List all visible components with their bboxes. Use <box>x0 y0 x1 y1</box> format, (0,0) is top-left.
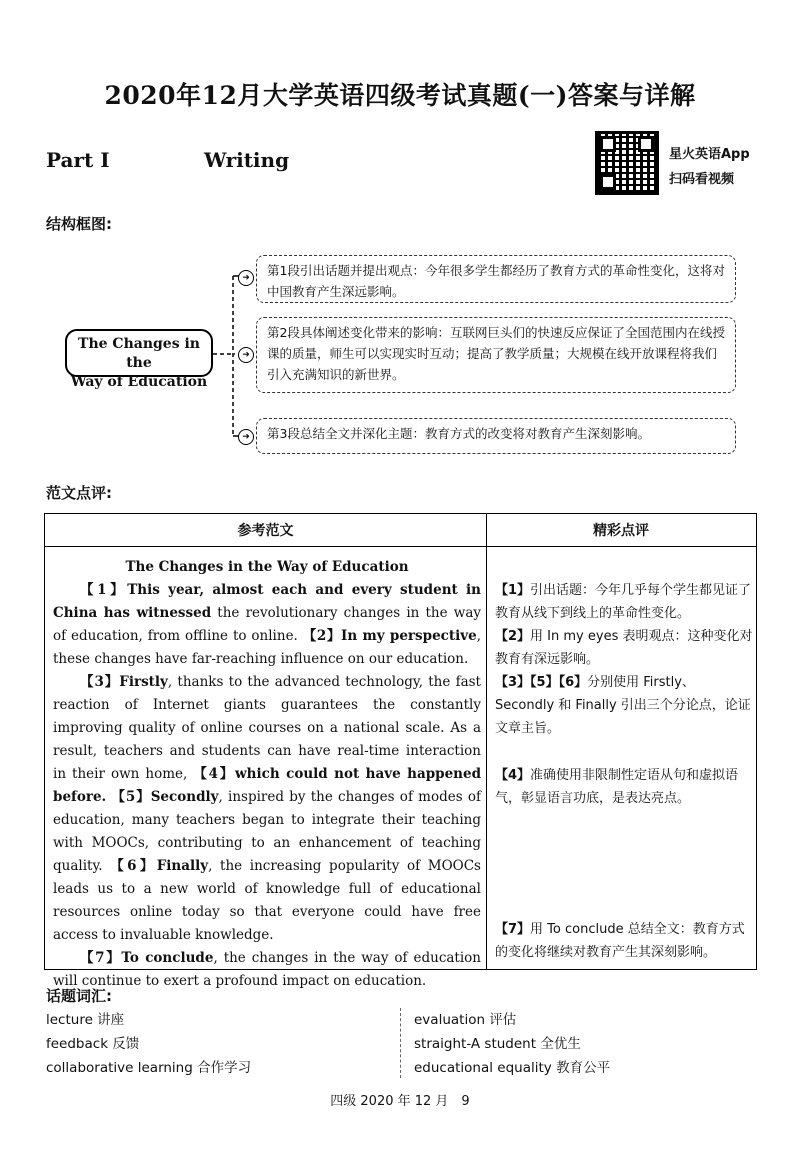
comment-7: 【7】用 To conclude 总结全文：教育方式的变化将继续对教育产生其深刻影响。 <box>495 922 745 960</box>
page-title: 2020年12月大学英语四级考试真题(一)答案与详解 <box>104 81 696 110</box>
vocab-label: 话题词汇: <box>46 987 112 1005</box>
comment-3: 【3】【5】【6】分别使用 Firstly、Secondly 和 Finally 引出三个分论点，论证文章主旨。 <box>495 675 751 736</box>
qr-caption-video: 扫码看视频 <box>669 172 735 187</box>
vocab-divider <box>400 1008 401 1078</box>
structure-paragraph-1: 第1段引出话题并提出观点：今年很多学生都经历了教育方式的革命性变化，这将对中国教育产生深远影响。 <box>256 255 736 303</box>
structure-label: 结构框图: <box>46 215 112 233</box>
comment-2: 【2】用 In my eyes 表明观点：这种变化对教育有深远影响。 <box>495 629 753 667</box>
center-topic-line1: The Changes in the <box>78 336 200 371</box>
arrow-right-icon: ➜ <box>238 429 254 445</box>
vocab-item: educational equality 教育公平 <box>414 1060 611 1076</box>
part-heading <box>46 148 290 172</box>
structure-paragraph-3: 第3段总结全文并深化主题：教育方式的改变将对教育产生深刻影响。 <box>256 418 736 454</box>
vocab-item: feedback 反馈 <box>46 1036 140 1052</box>
column-header-essay: 参考范文 <box>237 523 294 539</box>
vocab-item: straight-A student 全优生 <box>414 1036 581 1052</box>
part-label: Part Ⅰ <box>46 148 110 172</box>
arrow-right-icon: ➜ <box>238 270 254 286</box>
essay-paragraph-3: 【7】To conclude, the changes in the way of education will continue to exert a profound impact on education. <box>53 950 481 989</box>
center-topic-line2: Way of Education <box>70 374 208 390</box>
essay-paragraph-1: 【1】This year, almost each and every student in China has witnessed the revolutionary changes in the way of education, from offline to online. 【2】In my perspective, these changes have far-reaching influence on our education. <box>53 582 481 667</box>
page-footer: 四级 2020 年 12 月 9 <box>330 1094 470 1109</box>
structure-center-topic <box>65 329 213 390</box>
part-name: Writing <box>204 148 290 172</box>
model-essay <box>53 556 481 993</box>
structure-paragraph-2: 第2段具体阐述变化带来的影响：互联网巨头们的快速反应保证了全国范围内在线授课的质量，师生可以实现实时互动；提高了教学质量；大规模在线开放课程将我们引入充满知识的新世界。 <box>256 317 736 393</box>
review-label: 范文点评: <box>46 484 112 502</box>
vocab-item: collaborative learning 合作学习 <box>46 1060 252 1076</box>
column-header-comment: 精彩点评 <box>593 523 649 539</box>
comment-4: 【4】准确使用非限制性定语从句和虚拟语气，彰显语言功底，是表达亮点。 <box>495 768 739 806</box>
comment-1: 【1】引出话题：今年几乎每个学生都见证了教育从线下到线上的革命性变化。 <box>495 583 752 621</box>
vocab-item: lecture 讲座 <box>46 1012 125 1028</box>
essay-title: The Changes in the Way of Education <box>125 559 409 575</box>
vocab-item: evaluation 评估 <box>414 1012 517 1028</box>
qr-caption <box>669 142 750 192</box>
arrow-right-icon: ➜ <box>238 347 254 363</box>
essay-paragraph-2: 【3】Firstly, thanks to the advanced technology, the fast reaction of Internet giants guarantees the constantly improving quality of online courses on a national scale. As a result, teachers and students can have real-time interaction in their own home, 【4】which could not have happened before. 【5】Secondly, inspired by the changes of modes of education, many teachers began to integrate their teaching with MOOCs, contributing to an enhancement of teaching quality. 【6】Finally, the increasing popularity of MOOCs leads us to a new world of knowledge full of educational resources online today so that everyone could have free access to invaluable knowledge. <box>53 674 482 943</box>
review-table <box>44 513 757 989</box>
qr-code-icon[interactable] <box>595 131 659 195</box>
qr-caption-app: 星火英语App <box>669 147 750 162</box>
